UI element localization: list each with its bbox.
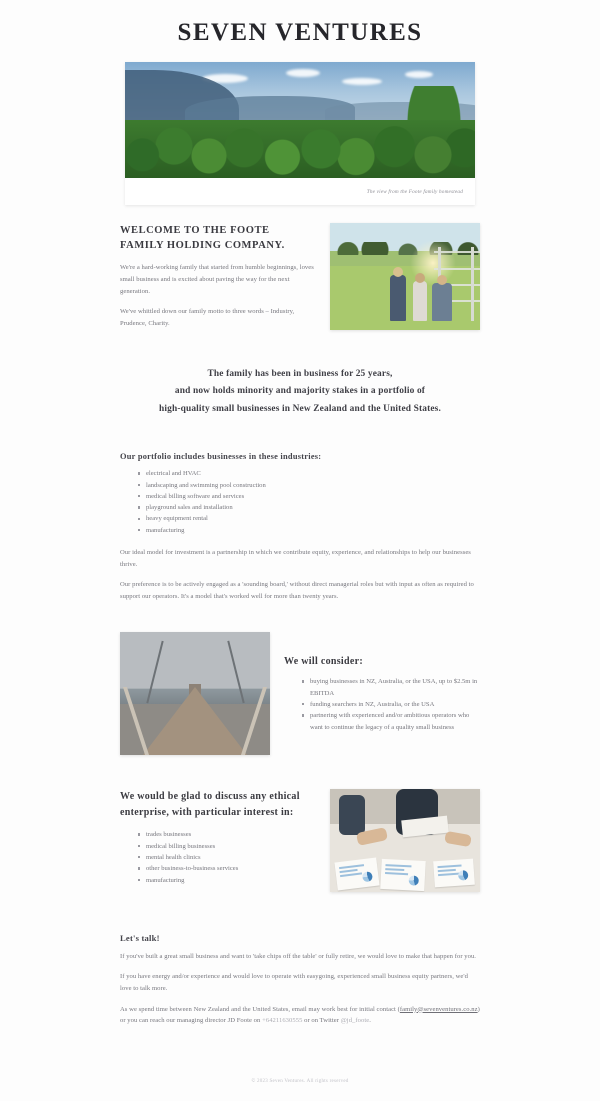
portfolio-paragraph: Our ideal model for investment is a partnership in which we contribute equity, experience, and relationships to help our businesses thrive. <box>120 549 471 568</box>
list-item: medical billing software and services <box>138 491 480 502</box>
hero-card <box>125 62 475 205</box>
open-book-shape <box>401 816 449 838</box>
bridge-deck-shape <box>143 687 247 755</box>
contact-mid2-text: or on Twitter <box>302 1017 341 1025</box>
list-item: electrical and HVAC <box>138 468 480 479</box>
portfolio-industry-list <box>120 468 480 536</box>
contact-section <box>120 933 480 1027</box>
statement-line: and now holds minority and majority stakes in a portfolio of <box>174 386 426 397</box>
portfolio-heading: Our portfolio includes businesses in these industries: <box>120 452 322 462</box>
cloud-shape <box>286 69 320 77</box>
consider-section <box>120 632 480 755</box>
pie-chart-shape <box>408 876 419 887</box>
ethical-section <box>120 789 480 897</box>
site-header <box>0 0 600 58</box>
list-item: partnering with experienced and/or ambitious operators who want to continue the legacy of a quality small business <box>302 710 480 733</box>
document-shape <box>380 859 426 891</box>
contact-end-text: . <box>369 1017 371 1025</box>
footbridge-photo <box>120 632 270 755</box>
ethical-list <box>120 829 316 886</box>
list-item: medical billing businesses <box>138 841 316 852</box>
ethical-image <box>330 789 480 892</box>
hero-image <box>125 62 475 178</box>
hero-caption-text: The view from the Foote family homestead <box>366 188 463 195</box>
list-item: trades businesses <box>138 829 316 840</box>
hero-caption <box>125 178 475 205</box>
welcome-image <box>330 223 480 330</box>
list-item: playground sales and installation <box>138 502 480 513</box>
contact-mid-text: ) or you can reach our managing director JD Foote on <box>120 1005 480 1025</box>
welcome-heading: WELCOME TO THE FOOTE FAMILY HOLDING COMPANY. <box>120 225 285 252</box>
desk-meeting-photo <box>330 789 480 892</box>
statement-line: high-quality small businesses in New Zealand and the United States. <box>159 403 441 414</box>
list-item: manufacturing <box>138 525 480 536</box>
email-link[interactable]: family@sevenventures.co.nz <box>399 1005 478 1013</box>
list-item: buying businesses in NZ, Australia, or the USA, up to $2.5m in EBITDA <box>302 676 480 699</box>
child-figure <box>413 281 427 321</box>
twitter-handle[interactable]: @jd_foote <box>340 1017 370 1025</box>
contact-paragraph: If you have energy and/or experience and would love to operate with easygoing, experienced small business equity partners, we'd love to talk more. <box>120 973 468 992</box>
ethical-heading: We would be glad to discuss any ethical enterprise, with particular interest in: <box>120 791 300 818</box>
forest-canopy-shape <box>125 120 475 178</box>
welcome-paragraph: We've whittled down our family motto to three words – Industry, Prudence, Charity. <box>120 308 295 327</box>
phone-number[interactable]: +64211630555 <box>262 1017 303 1025</box>
child-figure <box>390 275 406 321</box>
list-item: mental health clinics <box>138 852 316 863</box>
statement-line: The family has been in business for 25 years, <box>207 369 393 379</box>
contact-details-paragraph <box>120 1004 480 1027</box>
consider-heading: We will consider: <box>284 656 363 668</box>
consider-list <box>284 676 480 733</box>
site-title: SEVEN VENTURES <box>177 19 423 46</box>
contact-paragraph: If you've built a great small business and want to 'take chips off the table' or fully retire, we would love to make that happen for you. <box>120 952 477 960</box>
document-shape <box>334 858 379 891</box>
welcome-paragraph: We're a hard-working family that started from humble beginnings, loves small business and is excited about paving the way for the next generation. <box>120 264 314 295</box>
document-shape <box>433 859 475 888</box>
contact-lead-text: As we spend time between New Zealand and the United States, email may work best for initial contact ( <box>120 1005 400 1013</box>
list-item: landscaping and swimming pool construction <box>138 480 480 491</box>
hand-shape <box>444 830 472 846</box>
consider-text-column <box>284 632 480 744</box>
list-item: heavy equipment rental <box>138 513 480 524</box>
pie-chart-shape <box>362 871 373 882</box>
list-item: other business-to-business services <box>138 863 316 874</box>
child-figure <box>432 283 452 321</box>
ethical-text-column <box>120 789 316 897</box>
farm-field-photo <box>330 223 480 330</box>
portfolio-paragraph: Our preference is to be actively engaged as a 'sounding board,' without direct managerial roles but with input as often as required to support our operators. It's a model that's worked well for more than twenty years. <box>120 581 474 600</box>
contact-heading: Let's talk! <box>120 932 160 943</box>
person-figure <box>339 795 365 835</box>
welcome-section <box>120 223 480 330</box>
welcome-text-column <box>120 223 316 329</box>
site-footer <box>0 1057 600 1101</box>
list-item: funding searchers in NZ, Australia, or the USA <box>302 699 480 710</box>
statement-section <box>100 366 500 418</box>
list-item: manufacturing <box>138 875 316 886</box>
portfolio-section <box>120 452 480 602</box>
copyright-text: © 2023 Seven Ventures. All rights reserved <box>251 1078 349 1084</box>
pie-chart-shape <box>458 870 469 881</box>
consider-image <box>120 632 270 755</box>
